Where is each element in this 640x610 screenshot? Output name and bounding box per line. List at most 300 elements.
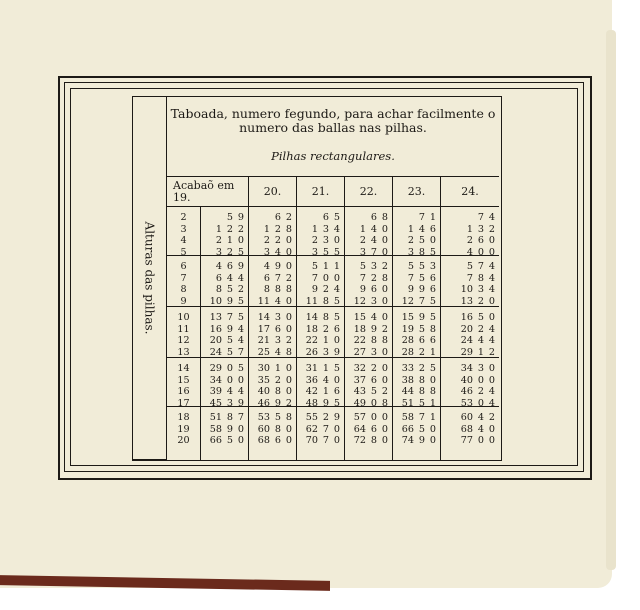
digit: 5: [333, 212, 340, 223]
digit: 3: [370, 295, 377, 307]
digit: 5: [429, 312, 436, 323]
digit: 8: [429, 386, 436, 398]
digit: 2: [274, 374, 281, 386]
digit: 5: [274, 412, 281, 423]
digit: 0: [381, 346, 388, 358]
digit: 5: [407, 261, 414, 272]
digit: 1: [263, 223, 270, 235]
digit: 37: [353, 374, 366, 386]
digit: 8: [381, 335, 388, 347]
pile-height: 20: [177, 435, 190, 447]
digit: 8: [429, 323, 436, 335]
digit: 6: [370, 374, 377, 386]
value-row: [297, 212, 344, 224]
value-row: [441, 224, 499, 236]
value-row: [393, 347, 440, 359]
values-cell: [345, 256, 393, 307]
pile-height: 7: [180, 272, 187, 284]
digit: 9: [333, 346, 340, 358]
digit: 8: [477, 272, 484, 284]
column-header: 23.: [393, 177, 441, 207]
value-row: [393, 386, 440, 398]
digit: 0: [381, 284, 388, 296]
digit: 0: [285, 423, 292, 435]
digit: 0: [285, 386, 292, 398]
digit: 46: [257, 397, 270, 409]
digit: 6: [429, 272, 436, 284]
value-row: [345, 375, 392, 387]
digit: 0: [429, 235, 436, 247]
digit: 2: [477, 295, 484, 307]
value-row: [393, 273, 440, 285]
value-row: [345, 212, 392, 224]
digit: 11: [305, 295, 318, 307]
digit: 0: [488, 312, 495, 323]
digit: 70: [305, 435, 318, 447]
values-cell: [249, 407, 297, 460]
value-row: [201, 386, 248, 398]
digit: [346, 212, 366, 224]
digit: 8: [370, 335, 377, 347]
value-row: [393, 335, 440, 347]
values-cell: [201, 207, 249, 256]
value-row: [249, 424, 296, 436]
value-row: [249, 386, 296, 398]
digit: 0: [285, 435, 292, 447]
digit: 6: [418, 335, 425, 347]
digit: 0: [370, 412, 377, 423]
digit: 9: [226, 423, 233, 435]
digit: 7: [418, 412, 425, 423]
digit: 5: [359, 261, 366, 272]
digit: 3: [477, 363, 484, 374]
digit: 9: [274, 397, 281, 409]
digit: 7: [226, 312, 233, 323]
pile-height: 17: [177, 397, 190, 409]
value-row: [345, 261, 392, 273]
side-label: Alturas das pilhas.: [142, 221, 157, 335]
digit: 4: [274, 346, 281, 358]
digit: 0: [477, 374, 484, 386]
digit: 28: [401, 346, 414, 358]
digit: [202, 212, 222, 224]
digit: 8: [274, 386, 281, 398]
digit: 12: [353, 295, 366, 307]
digit: 6: [429, 223, 436, 235]
value-row: [201, 412, 248, 424]
digit: 46: [460, 386, 473, 398]
pile-height: 9: [180, 295, 187, 307]
digit: 5: [418, 261, 425, 272]
value-row: [297, 261, 344, 273]
digit: 1: [322, 386, 329, 398]
value-row: [393, 363, 440, 375]
digit: 6: [226, 261, 233, 272]
digit: 34: [209, 374, 222, 386]
digit: 1: [477, 346, 484, 358]
digit: 8: [370, 435, 377, 447]
digit: 0: [381, 295, 388, 307]
digit: 2: [237, 284, 244, 296]
digit: 22: [305, 335, 318, 347]
digit: 4: [488, 335, 495, 347]
digit: 5: [237, 312, 244, 323]
digit: 5: [226, 335, 233, 347]
value-row: [201, 363, 248, 375]
digit: 24: [209, 346, 222, 358]
digit: 64: [353, 423, 366, 435]
digit: 8: [263, 284, 270, 296]
value-row: [249, 284, 296, 296]
digit: 2: [285, 212, 292, 223]
digit: 2: [322, 323, 329, 335]
digit: 7: [311, 272, 318, 284]
digit: 1: [322, 261, 329, 272]
pile-height: 5: [180, 246, 187, 258]
digit: 1: [226, 235, 233, 247]
pile-height: 2: [180, 212, 187, 223]
digit: 0: [488, 363, 495, 374]
value-row: [249, 235, 296, 247]
digit: 5: [466, 261, 473, 272]
digit: 6: [429, 284, 436, 296]
values-cell: [393, 358, 441, 407]
digit: 0: [381, 412, 388, 423]
digit: 12: [401, 295, 414, 307]
values-cell: [249, 256, 297, 307]
digit: 0: [226, 374, 233, 386]
value-row: [297, 386, 344, 398]
value-row: [393, 212, 440, 224]
digit: 3: [370, 261, 377, 272]
digit: 2: [381, 323, 388, 335]
digit: 0: [322, 272, 329, 284]
digit: 17: [257, 323, 270, 335]
digit: 4: [488, 261, 495, 272]
digit: 8: [285, 223, 292, 235]
digit: 7: [477, 261, 484, 272]
digit: 6: [333, 386, 340, 398]
digit: 30: [257, 363, 270, 374]
digit: 4: [237, 272, 244, 284]
pile-height: 18: [177, 412, 190, 423]
digit: 66: [209, 435, 222, 447]
digit: 9: [359, 284, 366, 296]
digit: 8: [322, 295, 329, 307]
value-row: [345, 235, 392, 247]
values-cell: [441, 307, 499, 358]
value-row: [393, 312, 440, 324]
digit: 1: [359, 223, 366, 235]
digit: 40: [257, 386, 270, 398]
digit: 0: [370, 397, 377, 409]
value-row: [441, 212, 499, 224]
digit: 5: [418, 423, 425, 435]
digit: 0: [285, 312, 292, 323]
digit: 6: [274, 212, 281, 223]
digit: 5: [322, 246, 329, 258]
digit: 16: [209, 323, 222, 335]
digit: 4: [274, 295, 281, 307]
digit: 0: [477, 435, 484, 447]
digit: 3: [311, 246, 318, 258]
digit: 0: [285, 261, 292, 272]
digit: 3: [274, 312, 281, 323]
value-row: [201, 347, 248, 359]
value-row: [297, 273, 344, 285]
digit: 7: [322, 423, 329, 435]
value-row: [441, 324, 499, 336]
digit: 9: [407, 284, 414, 296]
digit: 6: [333, 323, 340, 335]
digit: 3: [322, 235, 329, 247]
digit: 0: [285, 295, 292, 307]
digit: [298, 212, 318, 224]
digit: 7: [359, 272, 366, 284]
pile-heights-cell: [167, 407, 201, 460]
value-row: [393, 235, 440, 247]
digit: 60: [460, 412, 473, 423]
values-cell: [345, 358, 393, 407]
digit: 2: [488, 223, 495, 235]
digit: 4: [477, 412, 484, 423]
value-row: [441, 296, 499, 308]
values-cell: [201, 407, 249, 460]
digit: 49: [353, 397, 366, 409]
digit: 2: [418, 346, 425, 358]
column-header: 21.: [297, 177, 345, 207]
value-row: [297, 235, 344, 247]
digit: 0: [477, 397, 484, 409]
value-row: [393, 412, 440, 424]
digit: 22: [353, 335, 366, 347]
digit: 53: [257, 412, 270, 423]
digit: 2: [477, 323, 484, 335]
table-title: Taboada, numero fegundo, para achar facilmente o numero das ballas nas pilhas.: [170, 106, 496, 135]
digit: 8: [418, 246, 425, 258]
digit: 5: [333, 246, 340, 258]
pile-height: 8: [180, 284, 187, 296]
digit: 3: [477, 223, 484, 235]
digit: 0: [429, 435, 436, 447]
value-row: [345, 312, 392, 324]
digit: 5: [333, 397, 340, 409]
digit: 4: [488, 212, 495, 223]
digit: 4: [466, 246, 473, 258]
digit: 9: [226, 295, 233, 307]
value-row: [249, 375, 296, 387]
digit: 8: [285, 284, 292, 296]
digit: 5: [333, 363, 340, 374]
digit: 6: [274, 323, 281, 335]
value-row: [249, 363, 296, 375]
pile-height: 11: [177, 323, 190, 335]
digit: 9: [311, 284, 318, 296]
pile-height: 10: [177, 312, 190, 323]
digit: 38: [401, 374, 414, 386]
digit: 2: [226, 223, 233, 235]
digit: 4: [488, 397, 495, 409]
values-cell: [201, 256, 249, 307]
digit: 4: [333, 223, 340, 235]
value-row: [201, 324, 248, 336]
value-row: [201, 273, 248, 285]
digit: 6: [215, 272, 222, 284]
values-cell: [345, 207, 393, 256]
digit: 5: [418, 272, 425, 284]
digit: 18: [305, 323, 318, 335]
digit: 34: [460, 363, 473, 374]
digit: 20: [209, 335, 222, 347]
digit: 4: [488, 272, 495, 284]
value-row: [345, 284, 392, 296]
digit: 6: [370, 284, 377, 296]
value-row: [441, 284, 499, 296]
digit: 4: [333, 284, 340, 296]
value-row: [393, 261, 440, 273]
value-row: [297, 363, 344, 375]
value-row: [393, 375, 440, 387]
table-title-cell: [167, 97, 499, 177]
digit: 5: [370, 386, 377, 398]
digit: 2: [488, 346, 495, 358]
digit: 0: [488, 435, 495, 447]
digit: 7: [477, 212, 484, 223]
digit: 19: [401, 323, 414, 335]
digit: 20: [460, 323, 473, 335]
values-cell: [441, 358, 499, 407]
digit: 26: [305, 346, 318, 358]
values-cell: [441, 256, 499, 307]
digit: 1: [215, 223, 222, 235]
digit: 0: [285, 235, 292, 247]
digit: 55: [305, 412, 318, 423]
digit: 2: [381, 386, 388, 398]
digit: 9: [237, 212, 244, 223]
pile-height: 16: [177, 386, 190, 398]
digit: 2: [381, 261, 388, 272]
digit: 5: [333, 295, 340, 307]
digit: 2: [488, 412, 495, 423]
digit: 4: [215, 261, 222, 272]
digit: 60: [257, 423, 270, 435]
digit: 9: [226, 323, 233, 335]
digit: 0: [381, 363, 388, 374]
value-row: [393, 284, 440, 296]
digit: 10: [209, 295, 222, 307]
value-row: [441, 375, 499, 387]
pile-height: 3: [180, 223, 187, 235]
value-row: [249, 261, 296, 273]
digit: 5: [226, 212, 233, 223]
digit: 8: [285, 346, 292, 358]
value-row: [441, 235, 499, 247]
values-cell: [297, 256, 345, 307]
digit: 3: [274, 335, 281, 347]
digit: 3: [407, 246, 414, 258]
digit: 2: [263, 235, 270, 247]
digit: 39: [209, 386, 222, 398]
value-row: [345, 386, 392, 398]
digit: 2: [274, 235, 281, 247]
digit: 4: [370, 235, 377, 247]
value-row: [441, 386, 499, 398]
digit: 5: [311, 261, 318, 272]
digit: 9: [322, 397, 329, 409]
digit: 3: [226, 397, 233, 409]
value-row: [345, 335, 392, 347]
digit: 4: [370, 312, 377, 323]
digit: 0: [429, 423, 436, 435]
digit: 5: [429, 295, 436, 307]
digit: 0: [381, 435, 388, 447]
digit: 1: [322, 335, 329, 347]
digit: 1: [429, 397, 436, 409]
value-row: [345, 363, 392, 375]
digit: 8: [322, 312, 329, 323]
digit: 0: [333, 335, 340, 347]
value-row: [393, 324, 440, 336]
digit: 0: [488, 235, 495, 247]
digit: 0: [381, 312, 388, 323]
digit: 2: [215, 235, 222, 247]
digit: 3: [263, 246, 270, 258]
digit: 0: [237, 374, 244, 386]
digit: 9: [274, 261, 281, 272]
digit: 32: [353, 363, 366, 374]
digit: 40: [460, 374, 473, 386]
digit: 0: [285, 363, 292, 374]
digit: 8: [285, 412, 292, 423]
digit: 5: [226, 346, 233, 358]
values-cell: [249, 207, 297, 256]
value-row: [201, 375, 248, 387]
digit: 5: [418, 397, 425, 409]
digit: 2: [285, 335, 292, 347]
pile-heights-cell: [167, 207, 201, 256]
pile-height: 13: [177, 346, 190, 358]
value-row: [345, 424, 392, 436]
digit: 3: [477, 284, 484, 296]
digit: [453, 212, 473, 224]
table-subtitle: Pilhas rectangulares.: [271, 149, 395, 163]
values-cell: [345, 407, 393, 460]
digit: 66: [401, 423, 414, 435]
digit: 2: [359, 235, 366, 247]
value-row: [441, 424, 499, 436]
digit: 9: [370, 323, 377, 335]
digit: 2: [311, 235, 318, 247]
digit: 0: [226, 363, 233, 374]
digit: 51: [209, 412, 222, 423]
value-row: [201, 284, 248, 296]
digit: 2: [322, 284, 329, 296]
value-row: [249, 296, 296, 308]
value-row: [249, 273, 296, 285]
digit: 2: [285, 397, 292, 409]
digit: 7: [274, 272, 281, 284]
digit: 6: [263, 272, 270, 284]
values-cell: [345, 307, 393, 358]
digit: 7: [370, 246, 377, 258]
value-row: [201, 335, 248, 347]
digit: 4: [477, 335, 484, 347]
digit: 4: [488, 386, 495, 398]
value-row: [297, 296, 344, 308]
digit: 3: [322, 223, 329, 235]
digit: 4: [263, 261, 270, 272]
digit: 8: [274, 423, 281, 435]
